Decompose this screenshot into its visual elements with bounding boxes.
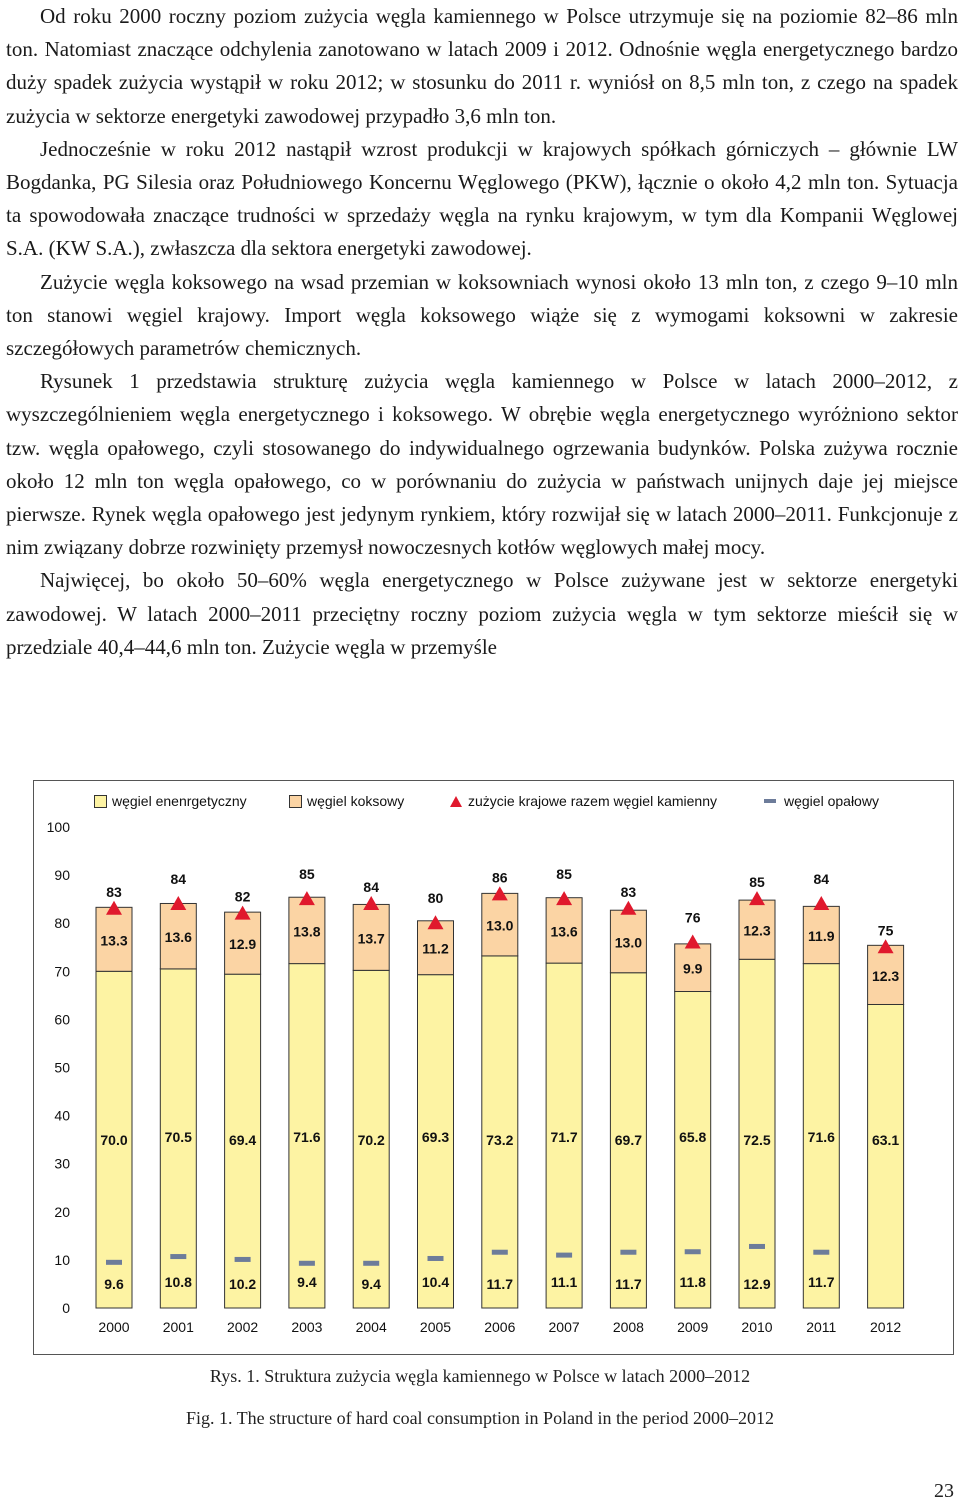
x-tick-label: 2007: [548, 1319, 580, 1335]
coal-consumption-chart: [33, 780, 954, 1355]
label-energy-coal: 70.0: [100, 1132, 128, 1149]
label-energy-coal: 71.7: [550, 1129, 578, 1146]
label-total: 84: [363, 878, 379, 895]
x-tick-label: 2004: [355, 1319, 387, 1335]
label-total: 83: [620, 883, 637, 900]
x-tick-label: 2003: [291, 1319, 323, 1335]
y-tick-label: 100: [46, 819, 70, 835]
label-heating-coal: 11.7: [486, 1275, 514, 1292]
y-tick-label: 0: [62, 1300, 70, 1316]
figure-caption-en: Fig. 1. The structure of hard coal consumption in Poland in the period 2000–2012: [185, 1408, 775, 1428]
label-energy-coal: 65.8: [679, 1129, 707, 1146]
heating-coal-dash: [556, 1253, 572, 1258]
label-heating-coal: 11.7: [808, 1273, 835, 1290]
label-energy-coal: 70.5: [164, 1129, 192, 1146]
label-total: 84: [170, 870, 187, 887]
label-coking-coal: 12.9: [228, 936, 257, 953]
legend-label-total: zużycie krajowe razem węgiel kamienny: [468, 793, 717, 809]
chart-plot: [34, 781, 953, 1354]
heating-coal-dash: [428, 1256, 444, 1261]
label-total: 75: [877, 922, 894, 939]
legend-label-coking: węgiel koksowy: [307, 793, 405, 809]
page-number: 23: [934, 1480, 954, 1502]
label-total: 85: [299, 866, 315, 883]
label-coking-coal: 12.3: [871, 967, 900, 984]
paragraph-5: Najwięcej, bo około 50–60% węgla energetycznego w Polsce zużywane jest w sektorze energetyki zawodowej. W latach 2000–2011 przeciętny roczny poziom zużycia węgla w tym sektorze mieścił się w przedziale 40,4–44,6 mln ton. Zużycie węgla w przemyśle: [6, 568, 958, 659]
article-body: [6, 0, 958, 664]
heating-coal-dash: [363, 1261, 379, 1266]
label-heating-coal: 10.2: [228, 1275, 257, 1292]
legend-label-energy: węgiel enenrgetyczny: [112, 793, 247, 809]
y-tick-label: 60: [54, 1011, 70, 1028]
label-energy-coal: 71.6: [293, 1129, 321, 1146]
x-tick-label: 2012: [870, 1319, 902, 1335]
label-total: 80: [427, 890, 444, 907]
heating-coal-dash: [685, 1249, 701, 1254]
label-coking-coal: 13.7: [357, 930, 385, 947]
label-coking-coal: 12.3: [743, 922, 771, 939]
y-tick-label: 90: [54, 867, 70, 884]
x-tick-label: 2000: [98, 1319, 130, 1335]
x-tick-label: 2005: [419, 1319, 452, 1335]
label-energy-coal: 72.5: [743, 1132, 771, 1149]
bar-energy-coal: [675, 992, 711, 1308]
paragraph-3: Zużycie węgla koksowego na wsad przemian w koksowniach wynosi około 13 mln ton, z czego 9–10 mln ton stanowi węgiel krajowy. Import węgla koksowego wiąże się z wymogami koksowni w zakresie szczegółowych parametrów chemicznych.: [6, 269, 958, 361]
heating-coal-dash: [299, 1261, 315, 1266]
paragraph-2: Jednocześnie w roku 2012 nastąpił wzrost produkcji w krajowych spółkach górniczych – głównie LW Bogdanka, PG Silesia oraz Południowego Koncernu Węglowego (PKW), łącznie o około 4,2 mln ton. Sytuacja ta spowodowała znaczące trudności w sprzedaży węgla na rynku krajowym, w tym dla Kompanii Węglowej S.A. (KW S.A.), zwłaszcza dla sektora energetyki zawodowej.: [6, 136, 958, 261]
label-heating-coal: 10.4: [421, 1273, 450, 1290]
label-energy-coal: 70.2: [357, 1132, 385, 1149]
paragraph-4: Rysunek 1 przedstawia strukturę zużycia węgla kamiennego w Polsce w latach 2000–2012, z wyszczególnieniem węgla energetycznego i koksowego. W obrębie węgla energetycznego wyróżniono sektor tzw. węgla opałowego, czyli stosowanego do indywidualnego ogrzewania budynków. Polska zużywa rocznie około 12 mln ton węgla opałowego, co w porównaniu do zużycia w państwach unijnych daje jej miejsce pierwsze. Rynek węgla opałowego jest jedynym rynkiem, który rozwijał się w latach 2000–2011. Funkcjonuje z nim związany dobrze rozwinięty przemysł nowoczesnych kotłów węglowych małej mocy.: [6, 369, 958, 560]
label-energy-coal: 71.6: [807, 1129, 835, 1146]
heating-coal-dash: [106, 1260, 122, 1265]
label-total: 82: [234, 888, 251, 905]
heating-coal-dash: [813, 1250, 829, 1255]
heating-coal-dash: [749, 1244, 765, 1249]
label-coking-coal: 13.0: [614, 934, 643, 951]
total-triangle-marker: [749, 891, 765, 905]
x-tick-label: 2009: [677, 1319, 709, 1335]
total-triangle-marker: [620, 901, 636, 915]
total-triangle-marker: [813, 896, 829, 910]
label-heating-coal: 9.6: [104, 1275, 124, 1292]
label-coking-coal: 13.8: [293, 923, 321, 940]
x-tick-label: 2001: [162, 1319, 194, 1335]
y-tick-label: 10: [54, 1251, 70, 1268]
label-coking-coal: 11.2: [422, 940, 449, 957]
label-coking-coal: 11.9: [808, 927, 835, 944]
label-total: 84: [813, 870, 830, 887]
label-energy-coal: 69.3: [421, 1129, 450, 1146]
label-total: 83: [106, 883, 122, 900]
label-coking-coal: 9.9: [682, 960, 703, 977]
x-tick-label: 2010: [741, 1319, 773, 1335]
y-tick-label: 40: [54, 1107, 70, 1124]
label-coking-coal: 13.3: [100, 932, 128, 949]
total-triangle-marker: [363, 896, 379, 910]
label-total: 86: [492, 869, 508, 886]
label-heating-coal: 12.9: [743, 1275, 771, 1292]
paragraph-1: Od roku 2000 roczny poziom zużycia węgla kamiennego w Polsce utrzymuje się na poziomie 82–86 mln ton. Natomiast znaczące odchylenia zanotowano w latach 2009 i 2012. Odnośnie węgla energetycznego bardzo duży spadek zużycia wystąpił w roku 2012; w stosunku do 2011 r. wyniósł on 8,5 mln ton, z czego na spadek zużycia w sektorze energetyki zawodowej przypadło 3,6 mln ton.: [6, 4, 958, 128]
figure-caption-pl: Rys. 1. Struktura zużycia węgla kamiennego w Polsce w latach 2000–2012: [209, 1366, 751, 1386]
label-energy-coal: 73.2: [486, 1132, 514, 1149]
label-heating-coal: 10.8: [164, 1273, 192, 1290]
x-tick-label: 2008: [612, 1319, 644, 1335]
bar-energy-coal: [868, 1004, 904, 1308]
heating-coal-dash: [620, 1250, 636, 1255]
label-heating-coal: 11.8: [679, 1273, 706, 1290]
label-energy-coal: 63.1: [871, 1132, 900, 1149]
label-coking-coal: 13.6: [164, 929, 192, 946]
label-heating-coal: 11.1: [550, 1273, 578, 1290]
x-tick-label: 2002: [227, 1319, 259, 1335]
label-total: 85: [749, 874, 765, 891]
label-heating-coal: 11.7: [615, 1275, 642, 1292]
label-heating-coal: 9.4: [361, 1275, 381, 1292]
y-tick-label: 70: [54, 963, 70, 980]
y-tick-label: 50: [54, 1059, 70, 1076]
label-energy-coal: 69.7: [614, 1132, 643, 1149]
label-coking-coal: 13.0: [486, 917, 514, 934]
total-triangle-marker: [170, 896, 186, 910]
legend-label-heating: węgiel opałowy: [784, 793, 879, 809]
y-tick-label: 30: [54, 1155, 70, 1172]
x-tick-label: 2006: [484, 1319, 516, 1335]
y-tick-label: 80: [54, 915, 70, 932]
label-energy-coal: 69.4: [228, 1132, 257, 1149]
heating-coal-dash: [170, 1254, 186, 1259]
x-tick-label: 2011: [806, 1319, 837, 1335]
label-total: 76: [684, 909, 701, 926]
total-triangle-marker: [685, 934, 701, 948]
label-total: 85: [556, 866, 572, 883]
label-heating-coal: 9.4: [297, 1273, 317, 1290]
y-tick-label: 20: [54, 1203, 70, 1220]
heating-coal-dash: [492, 1250, 508, 1255]
label-coking-coal: 13.6: [550, 923, 578, 940]
heating-coal-dash: [235, 1257, 251, 1262]
